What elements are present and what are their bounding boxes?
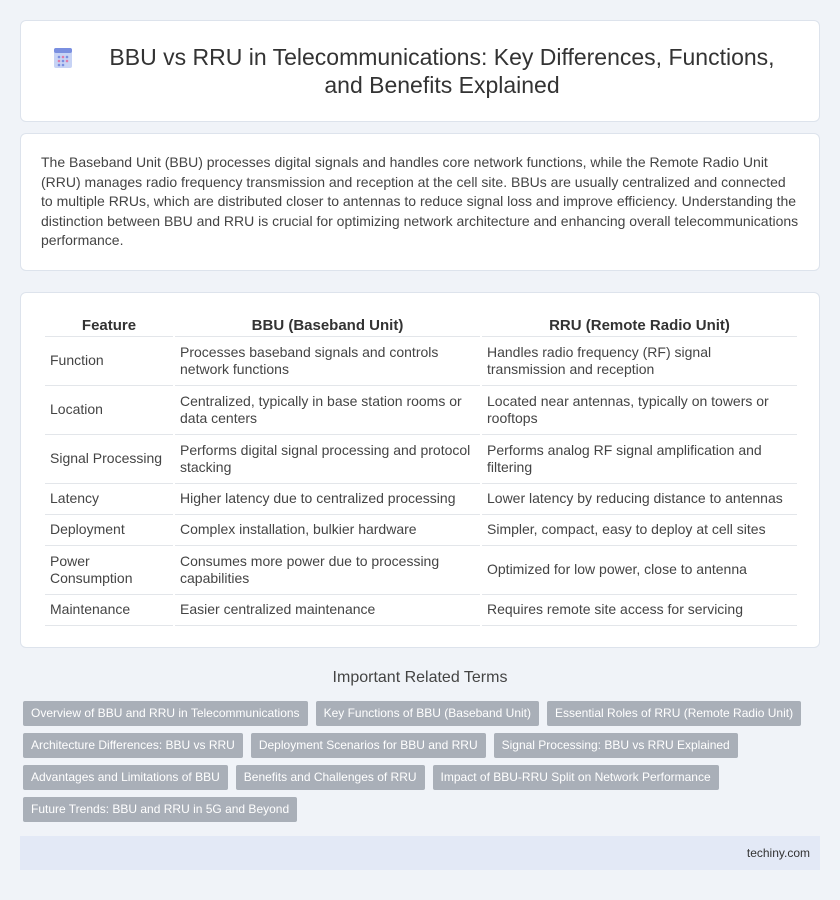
related-term-tag[interactable]: Key Functions of BBU (Baseband Unit) [316, 701, 539, 726]
row-rru: Located near antennas, typically on towers or rooftops [482, 386, 797, 435]
row-feature: Power Consumption [45, 546, 173, 595]
comparison-table-card [20, 292, 820, 648]
related-terms-title: Important Related Terms [332, 669, 508, 686]
row-rru: Requires remote site access for servicing [482, 595, 797, 626]
table-row [45, 515, 797, 546]
row-bbu: Complex installation, bulkier hardware [175, 515, 480, 546]
row-feature: Maintenance [45, 595, 173, 626]
row-bbu: Performs digital signal processing and protocol stacking [175, 435, 480, 484]
related-terms-list [23, 701, 823, 829]
related-term-tag[interactable]: Future Trends: BBU and RRU in 5G and Beyond [23, 797, 297, 822]
footer-site-link[interactable]: techiny.com [746, 846, 810, 860]
comparison-table [43, 311, 799, 626]
row-rru: Performs analog RF signal amplification and filtering [482, 435, 797, 484]
table-row [45, 595, 797, 626]
table-header-row [45, 311, 797, 337]
row-feature: Latency [45, 484, 173, 515]
row-rru: Simpler, compact, easy to deploy at cell sites [482, 515, 797, 546]
row-rru: Handles radio frequency (RF) signal transmission and reception [482, 337, 797, 386]
row-feature: Signal Processing [45, 435, 173, 484]
row-rru: Optimized for low power, close to antenna [482, 546, 797, 595]
row-bbu: Easier centralized maintenance [175, 595, 480, 626]
related-term-tag[interactable]: Overview of BBU and RRU in Telecommunications [23, 701, 308, 726]
row-bbu: Processes baseband signals and controls network functions [175, 337, 480, 386]
related-term-tag[interactable]: Architecture Differences: BBU vs RRU [23, 733, 243, 758]
table-row [45, 386, 797, 435]
intro-card [20, 133, 820, 271]
footer [20, 836, 820, 870]
row-bbu: Higher latency due to centralized processing [175, 484, 480, 515]
intro-paragraph: The Baseband Unit (BBU) processes digital signals and handles core network functions, while the Remote Radio Unit (RRU) manages radio frequency transmission and reception at the cell site. BBUs are usually centralized and connected to multiple RRUs, which are distributed closer to antennas to reduce signal loss and improve efficiency. Understanding the distinction between BBU and RRU is crucial for optimizing network architecture and enhancing overall telecommunications performance. [41, 154, 799, 248]
header-bbu: BBU (Baseband Unit) [175, 311, 480, 337]
row-feature: Location [45, 386, 173, 435]
table-row [45, 435, 797, 484]
row-bbu: Consumes more power due to processing capabilities [175, 546, 480, 595]
related-term-tag[interactable]: Signal Processing: BBU vs RRU Explained [494, 733, 738, 758]
related-term-tag[interactable]: Advantages and Limitations of BBU [23, 765, 228, 790]
related-term-tag[interactable]: Deployment Scenarios for BBU and RRU [251, 733, 486, 758]
related-term-tag[interactable]: Impact of BBU-RRU Split on Network Performance [433, 765, 719, 790]
page-title: BBU vs RRU in Telecommunications: Key Differences, Functions, and Benefits Explained [109, 44, 775, 98]
row-feature: Function [45, 337, 173, 386]
row-bbu: Centralized, typically in base station rooms or data centers [175, 386, 480, 435]
row-rru: Lower latency by reducing distance to antennas [482, 484, 797, 515]
related-term-tag[interactable]: Benefits and Challenges of RRU [236, 765, 425, 790]
table-row [45, 337, 797, 386]
table-row [45, 484, 797, 515]
header-card [20, 20, 820, 122]
related-term-tag[interactable]: Essential Roles of RRU (Remote Radio Unit) [547, 701, 801, 726]
header-rru: RRU (Remote Radio Unit) [482, 311, 797, 337]
document-icon [51, 46, 75, 70]
table-row [45, 546, 797, 595]
header-feature: Feature [45, 311, 173, 337]
row-feature: Deployment [45, 515, 173, 546]
